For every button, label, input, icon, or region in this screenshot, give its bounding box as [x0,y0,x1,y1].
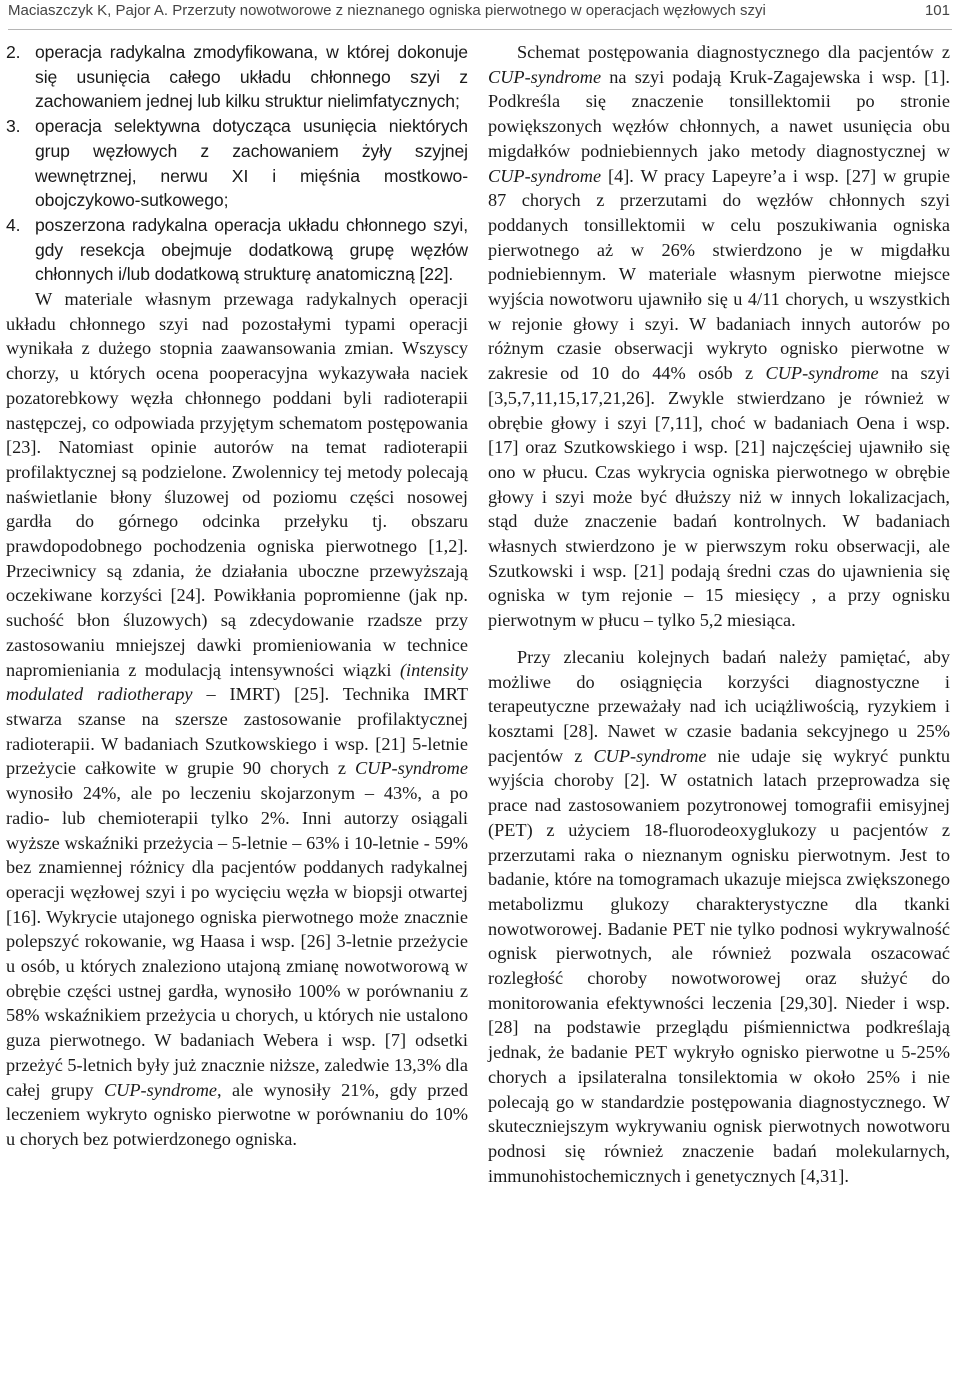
list-text: operacja selektywna dotycząca usunięcia niektórych grup węzłowych z zachowaniem żyły szyjnej wewnętrznej, nerwu XI i mięśnia mostkowo-obojczykowo-sutkowego; [35,116,468,211]
text-run: – IMRT) [25]. Technika IMRT stwarza szanse na szersze zastosowanie profilaktycznej radioterapii. W badaniach Szutkowskiego i wsp. [21] 5-letnie przeżycie całkowite w grupie 90 chorych z [6,684,468,779]
body-paragraph [488,40,950,633]
text-run: nie udaje się wykryć punktu wyjścia choroby [2]. W ostatnich latach przeprowadza się prace nad zastosowaniem pozytronowej tomografii emisyjnej (PET) z użyciem 18-fluorodeoxyglukozy u pacjentów z przerzutami raka o nieznanym ognisku pierwotnym. Jest to badanie, które na tomogramach ukazuje miejsca zwiększonego metabolizmu glukozy charakterystyczne dla tkanki nowotworowej. Badanie PET nie tylko podnosi wykrywalność ognisk pierwotnych, ale również pozwala oszacować rozległość choroby nowotworowej oraz służyć do monitorowania efektywności leczenia [29,30]. Nieder i wsp. [28] na podstawie przeglądu piśmiennictwa podkreślają jednak, że badanie PET wykryło ognisko pierwotne u 5-25% chorych a ipsilateralna tonsilektomia w około 25% i nie polecają go w standardzie postępowania diagnostycznego. W skuteczniejszym wykrywaniu ognisk pierwotnych nowotworu podnosi się również znaczenie badań molekularnych, immunohistochemicznych i genetycznych [4,31]. [488,745,950,1186]
italic-run: CUP-syndrome [354,758,468,779]
list-number: 4. [6,214,21,235]
body-paragraph [488,645,950,1188]
list-item [6,114,468,213]
running-title: Maciaszczyk K, Pajor A. Przerzuty nowotworowe z nieznanego ogniska pierwotnego w operacjach węzłowych szyi [8,2,766,19]
text-run: [4]. W pracy Lapeyre’a i wsp. [27] w grupie 87 chorych z przerzutami do węzłów chłonnych szyi poddanych tonsillektomii w celu poszukiwania ogniska pierwotnego aż w 26% stwierdzono je w migdałku podniebiennym. W materiale własnym pierwotne miejsce wyjścia nowotworu ujawniło się u 4/11 chorych, u wszystkich w rejonie głowy i szyi. W badaniach innych autorów po różnym czasie obserwacji wykryto ognisko pierwotne w zakresie od 10 do 44% osób z [488,165,950,384]
list-text: operacja radykalna zmodyfikowana, w której dokonuje się usunięcia całego układu chłonnego szyi z zachowaniem jednej lub kilku struktur nielimfatycznych; [35,42,468,112]
text-run: wynosiło 24%, ale po leczeniu skojarzonym – 43%, a po radio- lub chemioterapii tylko 2%. Inni autorzy osiągali wyższe wskaźniki przeżycia – 5-letnie – 63% i 10-letnie - 59% bez znamiennej różnicy dla pacjentów poddanych radykalnej operacji węzłowej szyi i po wycięciu węzła w biopsji otwartej [16]. Wykrycie utajonego ogniska pierwotnego może znacznie polepszyć rokowanie, wg Haasa i wsp. [26] 3-letnie przeżycie u osób, u których znaleziono utajoną zmianę nowotworową w obrębie części ustnej gardła, wynosiło 100% w porównaniu z 58% wskaźnikiem przeżycia u chorych, u których nie ustalono guza pierwotnego. W badaniach Webera i wsp. [7] odsetki przeżyć 5-letnich były już znacznie niższe, zaledwie 13,3% dla całej grupy [6,783,468,1100]
left-column [6,40,468,1152]
italic-run: CUP-syndrome [103,1079,218,1100]
italic-run: CUP-syndrome [488,66,602,87]
list-number: 3. [6,116,21,137]
operation-types-list [6,40,468,287]
text-run: W materiale własnym przewaga radykalnych operacji układu chłonnego szyi nad pozostałymi typami operacji wynikała z dużego stopnia zaawansowania zmian. Wszyscy chorzy, u których ocena pooperacyjna wykazywała naciek pozatorebkowy węzła chłonnego poddani byli radioterapii następczej, co odpowiada przyjętym schematom postępowania [23]. Natomiast opinie autorów na temat radioterapii profilaktycznej są podzielone. Zwolennicy tej metody polecają naświetlanie błony śluzowej od poziomu części nosowej gardła do górnego odcinka przełyku tj. obszaru prawdopodobnego pochodzenia ogniska pierwotnego [1,2]. Przeciwnicy są zdania, że działania uboczne przewyższają oczekiwane korzyści [24]. Powikłania popromienne (jak np. suchość błon śluzowych) są zdecydowanie rzadsze przy zastosowaniu mniejszej dawki promieniowania w technice napromieniania z modulacją intensywności wiązki [6,289,468,680]
list-number: 2. [6,42,21,62]
text-run: Schemat postępowania diagnostycznego dla pacjentów z [517,42,950,62]
body-paragraph [6,287,468,1152]
list-text: poszerzona radykalna operacja układu chłonnego szyi, gdy resekcja obejmuje dodatkową grupę węzłów chłonnych i/lub dodatkową strukturę anatomiczną [22]. [35,214,468,285]
list-item [6,40,468,114]
page-number: 101 [924,2,950,19]
list-item [6,213,468,287]
text-run: na szyi [3,5,7,11,15,17,21,26]. Zwykle stwierdzano je również w obrębie głowy i szyi [7,11], choć w badaniach Oena i wsp. [17] oraz Szutkowskiego i wsp. [21] najczęściej ujawniło się ono w płucu. Czas wykrycia ogniska pierwotnego w obrębie głowy i szyi może być dłuższy niż w innych lokalizacjach, stąd duże znaczenie badań kontrolnych. W badaniach własnych stwierdzono je w pierwszym roku obserwacji, ale Szutkowski i wsp. [21] podają średni czas do ujawnienia się ogniska w tym rejonie – 15 miesięcy , a przy ognisku pierwotnym w płucu – tylko 5,2 miesiąca. [488,363,951,631]
italic-run: (intensity modulated radiotherapy [6,659,468,705]
italic-run: CUP-syndrome [765,363,879,384]
header-divider [8,29,952,30]
text-run: Przy zlecaniu kolejnych badań należy pamiętać, aby możliwe do osiągnięcia korzyści diagnostyczne i terapeutyczne przeważały nad ich uciążliwością, ryzykiem i kosztami [28]. Nawet w czasie badania sekcyjnego u 25% pacjentów z [488,646,950,766]
text-run: , ale wynosiły 21%, gdy przed leczeniem wykryto ognisko pierwotne w porównaniu do 10% u chorych bez potwierdzonego ogniska. [6,1079,468,1149]
italic-run: CUP-syndrome [593,745,707,766]
italic-run: CUP-syndrome [488,165,602,186]
right-column [488,40,950,1188]
running-header [8,0,952,24]
text-run: na szyi podają Kruk-Zagajewska i wsp. [1]. Podkreśla się znaczenie tonsillektomii po stronie powiększonych węzłów chłonnych, a nawet usunięcia obu migdałków podniebiennych jako metody diagnostycznej w [488,66,950,161]
